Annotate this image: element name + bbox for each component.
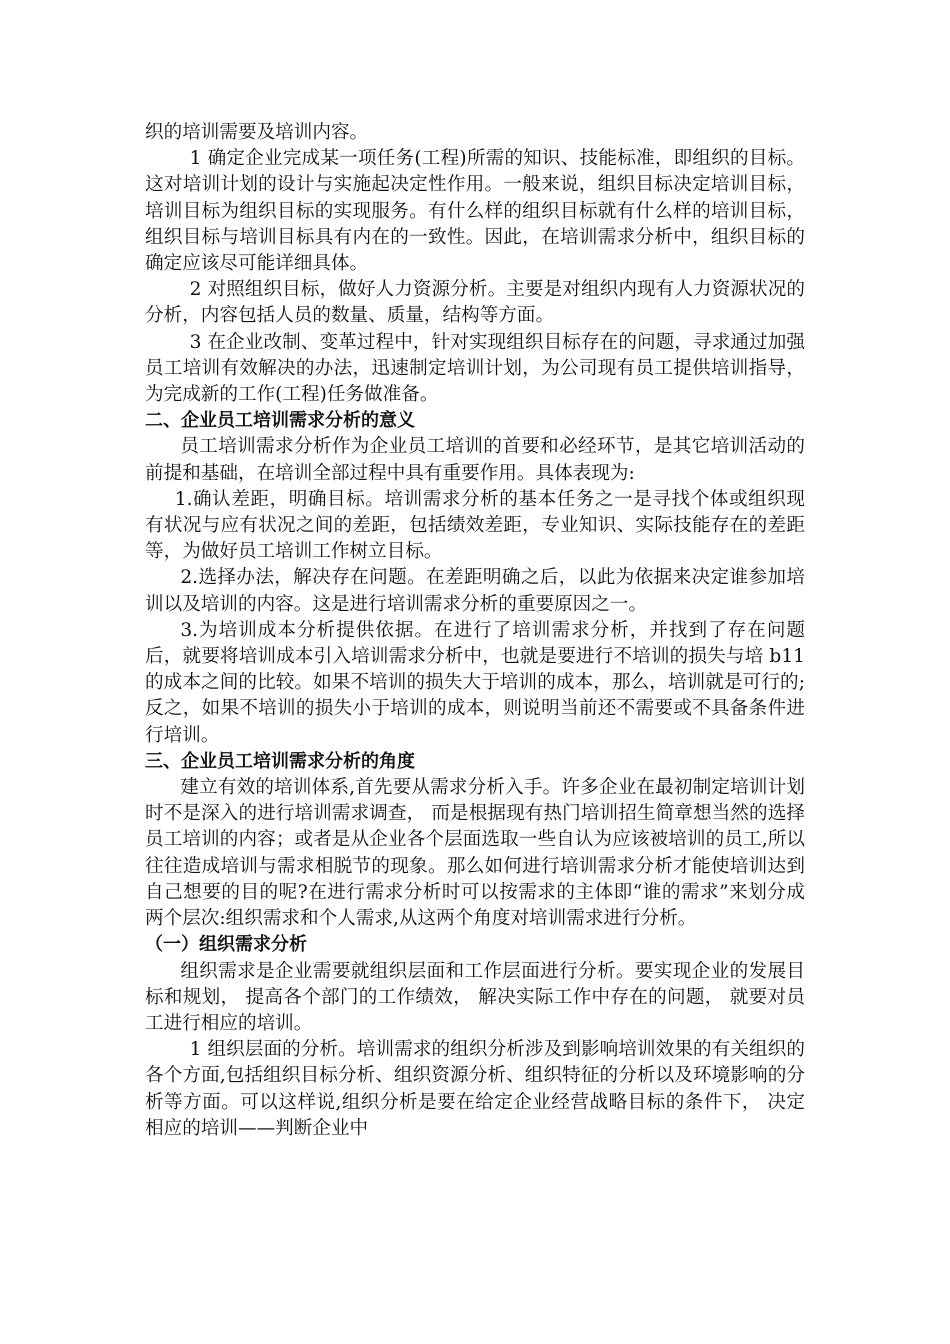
paragraph-significance-1: 1.确认差距，明确目标。培训需求分析的基本任务之一是寻找个体或组织现有状况与应有状况之间的差距，包括绩效差距，专业知识、实际技能存在的差距等，为做好员工培训工作树立目标。 — [145, 488, 805, 563]
document-page — [145, 120, 805, 1142]
section-heading-perspective: 三、企业员工培训需求分析的角度 — [145, 750, 415, 772]
paragraph-item-1: 1 确定企业完成某一项任务(工程)所需的知识、技能标准，即组织的目标。这对培训计划的设计与实施起决定性作用。一般来说，组织目标决定培训目标，培训目标为组织目标的实现服务。有什么样的组织目标就有什么样的培训目标，组织目标与培训目标具有内在的一致性。因此，在培训需求分析中，组织目标的确定应该尽可能详细具体。 — [145, 148, 805, 275]
paragraph-significance-3: 3.为培训成本分析提供依据。在进行了培训需求分析，并找到了存在问题后，就要将培训成本引入培训需求分析中，也就是要进行不培训的损失与培 b11 的成本之间的比较。如果不培训的损失大于培训的成本，那么，培训就是可行的;反之，如果不培训的损失小于培训的成本，则说明当前还不需要或不具备条件进行培训。 — [145, 619, 805, 746]
paragraph-perspective-intro: 建立有效的培训体系,首先要从需求分析入手。许多企业在最初制定培训计划时不是深入的进行培训需求调查， 而是根据现有热门培训招生简章想当然的选择员工培训的内容；或者是从企业各个层面选取一些自认为应该被培训的员工,所以往往造成培训与需求相脱节的现象。那么如何进行培训需求分析才能使培训达到自己想要的目的呢?在进行需求分析时可以按需求的主体即“谁的需求”来划分成两个层次:组织需求和个人需求,从这两个角度对培训需求进行分析。 — [145, 777, 805, 930]
paragraph-continuation: 织的培训需要及培训内容。 — [145, 122, 369, 143]
paragraph-significance-2: 2.选择办法，解决存在问题。在差距明确之后，以此为依据来决定谁参加培训以及培训的内容。这是进行培训需求分析的重要原因之一。 — [145, 567, 805, 615]
paragraph-org-needs-intro: 组织需求是企业需要就组织层面和工作层面进行分析。要实现企业的发展目标和规划， 提高各个部门的工作绩效， 解决实际工作中存在的问题， 就要对员工进行相应的培训。 — [145, 960, 805, 1034]
subsection-heading-org-needs: （一）组织需求分析 — [145, 934, 307, 956]
paragraph-org-level-analysis: 1 组织层面的分析。培训需求的组织分析涉及到影响培训效果的有关组织的各个方面,包括组织目标分析、组织资源分析、组织特征的分析以及环境影响的分析等方面。可以这样说,组织分析是要在给定企业经营战略目标的条件下， 决定相应的培训——判断企业中 — [145, 1039, 805, 1139]
section-heading-significance: 二、企业员工培训需求分析的意义 — [145, 410, 415, 432]
paragraph-item-2: 2 对照组织目标，做好人力资源分析。主要是对组织内现有人力资源状况的分析，内容包括人员的数量、质量，结构等方面。 — [145, 279, 805, 327]
paragraph-significance-intro: 员工培训需求分析作为企业员工培训的首要和必经环节，是其它培训活动的前提和基础，在培训全部过程中具有重要作用。具体表现为: — [145, 436, 805, 484]
paragraph-item-3: 3 在企业改制、变革过程中，针对实现组织目标存在的问题，寻求通过加强员工培训有效解决的办法，迅速制定培训计划，为公司现有员工提供培训指导，为完成新的工作(工程)任务做准备。 — [145, 331, 805, 406]
